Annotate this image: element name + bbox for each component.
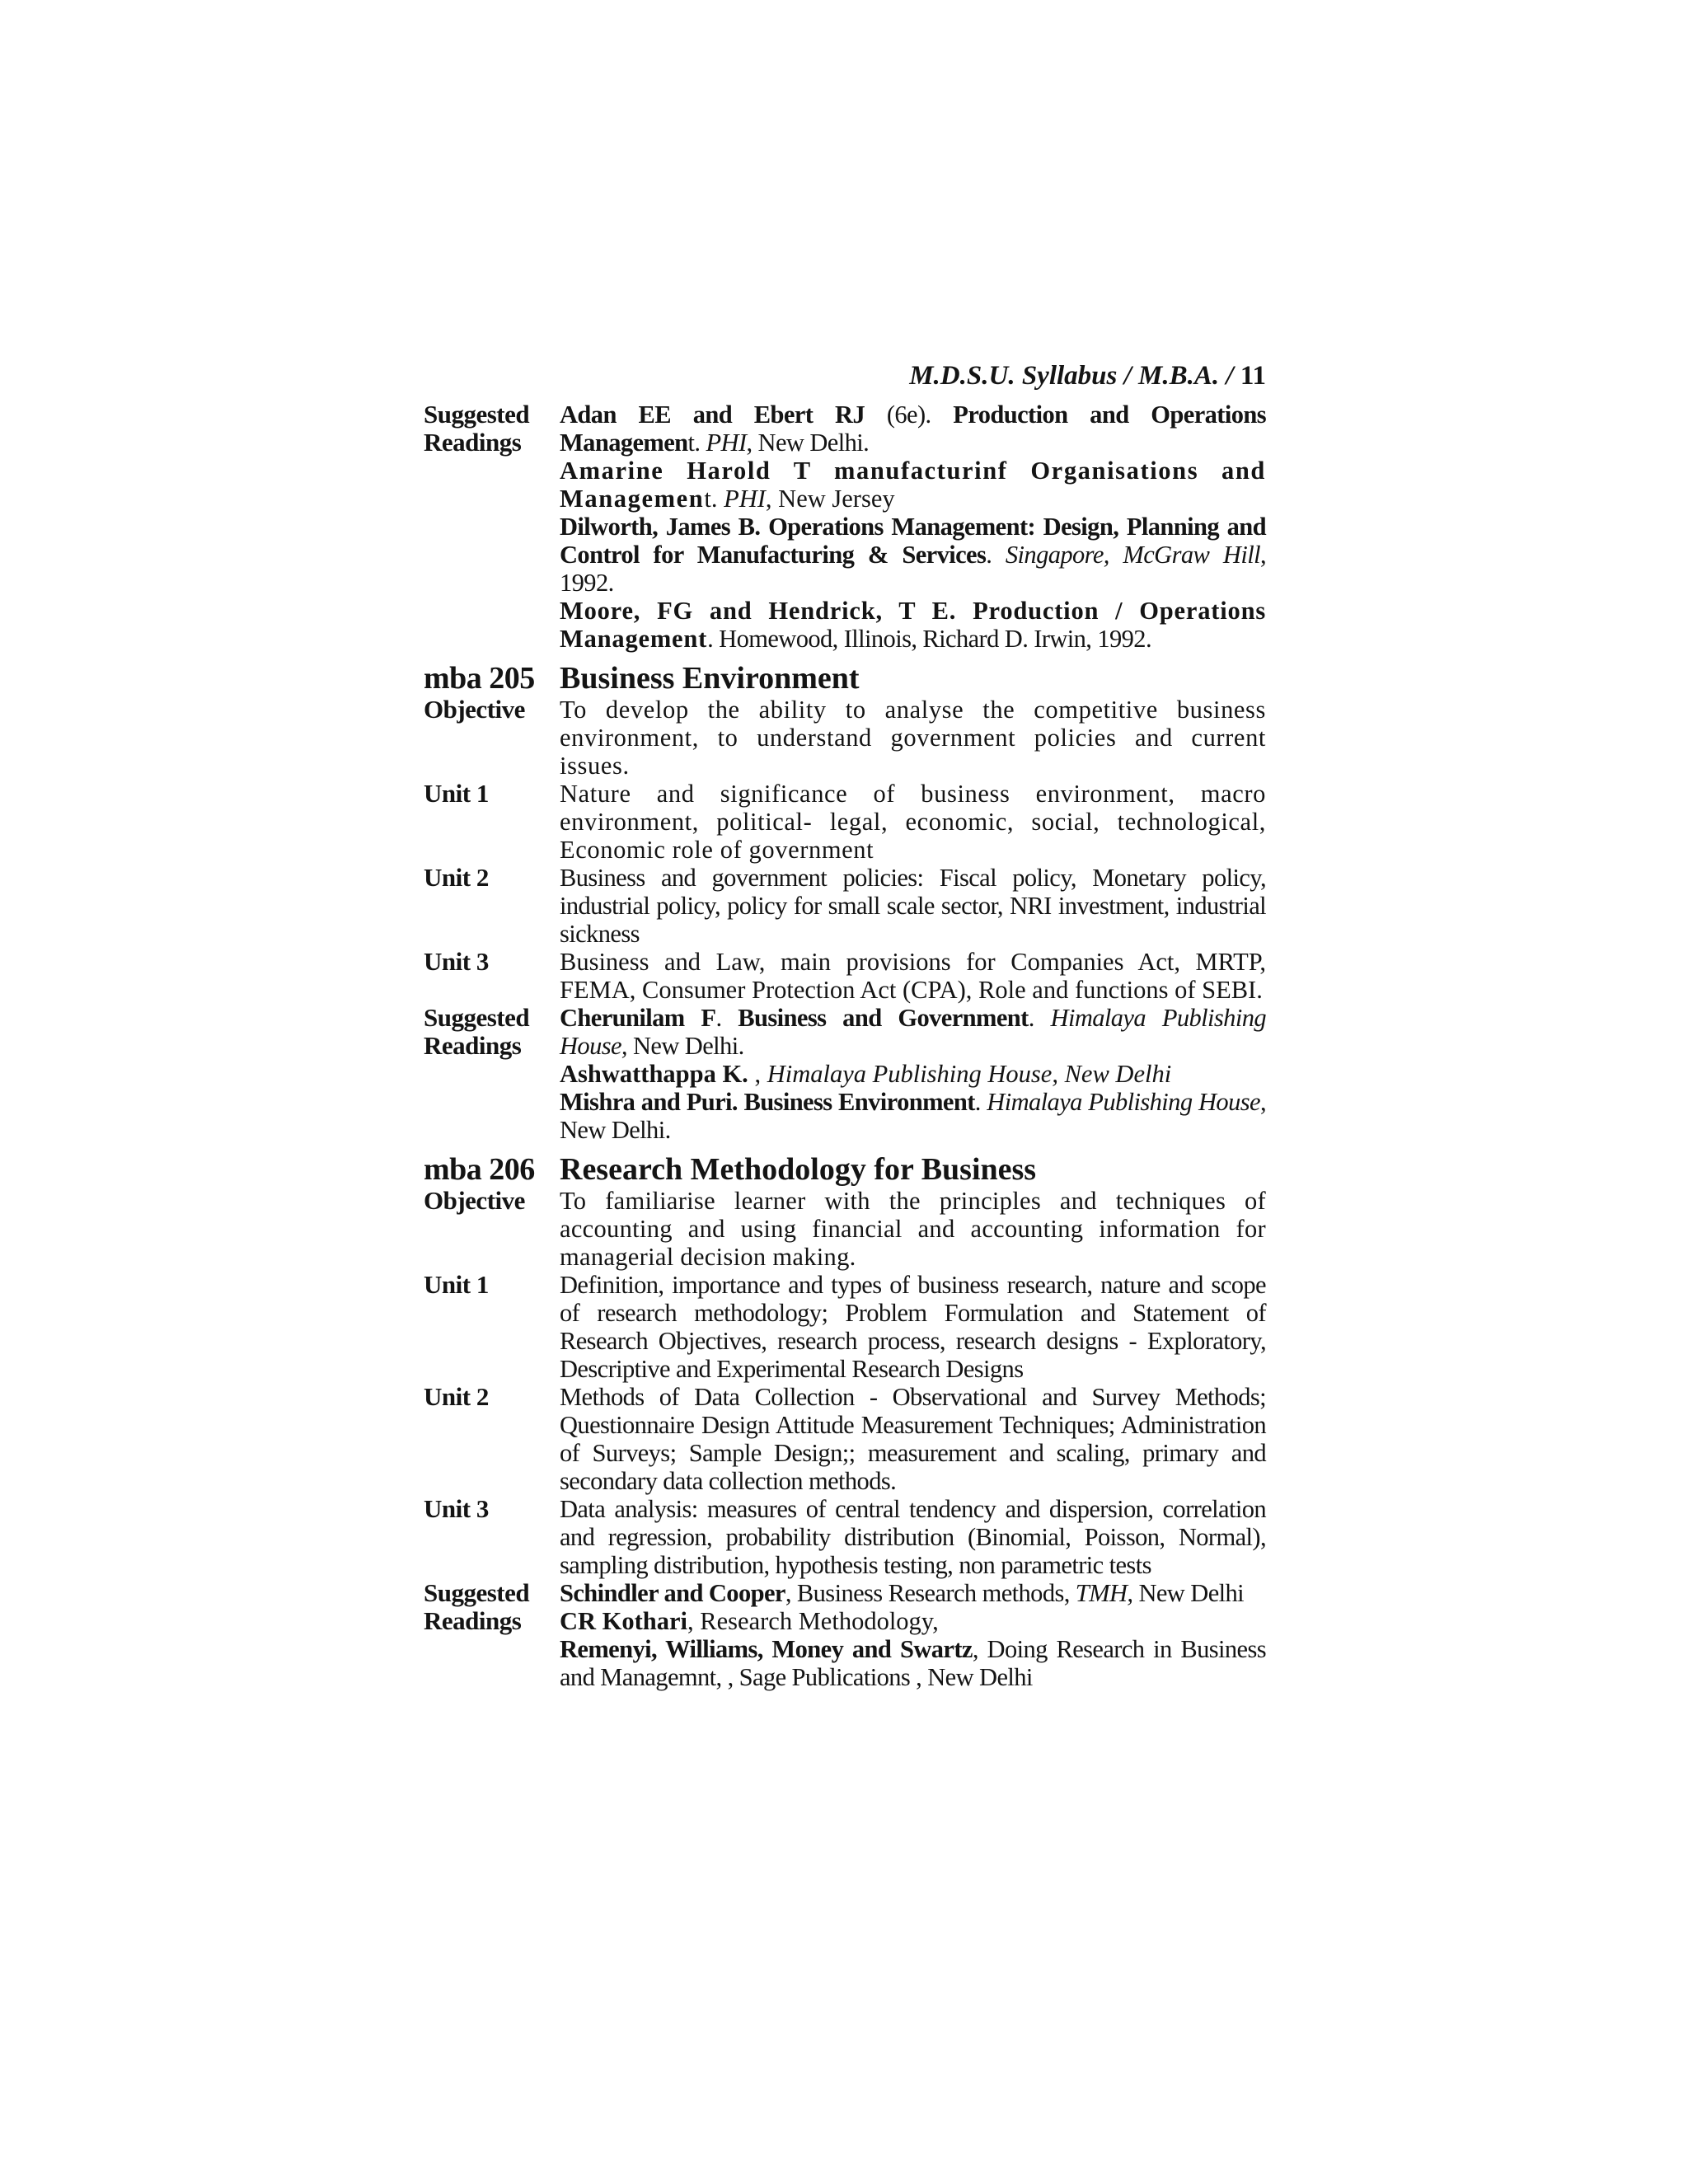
- reading-text: , New Delhi.: [560, 1088, 1266, 1144]
- unit-label: Unit 3: [424, 1494, 489, 1523]
- reading-entry: [560, 1635, 1266, 1691]
- unit-label: Unit 3: [424, 947, 489, 976]
- reading-publisher: Himalaya Publishing House, New Delhi: [767, 1060, 1172, 1088]
- reading-entry: [560, 457, 1266, 513]
- reading-text: . Homewood, Illinois, Richard D. Irwin, 1992.: [707, 625, 1151, 653]
- reading-text: , New Jersey: [765, 485, 895, 513]
- reading-title: Production and Operations Managemen: [560, 401, 1266, 457]
- suggested-word: Suggested: [424, 1578, 530, 1607]
- unit-label: Unit 2: [424, 863, 489, 892]
- readings-word: Readings: [424, 1031, 522, 1060]
- unit-text: Nature and significance of business environment, macro environment, political- legal, economic, social, technological, Economic role of government: [560, 780, 1266, 864]
- suggested-readings-label: [424, 1004, 560, 1060]
- reading-text: , 1992.: [560, 541, 1266, 597]
- reading-publisher: PHI: [724, 485, 766, 513]
- reading-publisher: Singapore, McGraw Hill: [1005, 541, 1260, 569]
- course-mba-205-heading: [424, 661, 1266, 696]
- suggested-readings-row: [424, 1579, 1266, 1691]
- unit-label: Unit 1: [424, 779, 489, 808]
- unit-text: Definition, importance and types of business research, nature and scope of research methodology; Problem Formulation and Statement of Research Objectives, research process, research designs - Exploratory, Descriptive and Experimental Research Designs: [560, 1271, 1266, 1383]
- unit-text: Business and Law, main provisions for Companies Act, MRTP, FEMA, Consumer Protection Act (CPA), Role and functions of SEBI.: [560, 948, 1266, 1004]
- reading-entry: [560, 1088, 1266, 1144]
- reading-text: .: [986, 541, 1006, 569]
- suggested-word: Suggested: [424, 1003, 530, 1032]
- objective-row: [424, 696, 1266, 780]
- reading-text: t.: [704, 485, 724, 513]
- unit-row: [424, 780, 1266, 864]
- reading-author: CR Kothari: [560, 1607, 688, 1635]
- unit-row: [424, 864, 1266, 948]
- reading-publisher: TMH,: [1075, 1579, 1133, 1607]
- syllabus-page: [424, 359, 1266, 1691]
- reading-text: , New Delhi.: [746, 429, 870, 457]
- suggested-readings-label: [424, 1579, 560, 1635]
- reading-text: .: [715, 1004, 738, 1032]
- unit-text: Data analysis: measures of central tendency and dispersion, correlation and regression, probability distribution (Binomial, Poisson, Normal), sampling distribution, hypothesis testing, non parametric tests: [560, 1495, 1266, 1579]
- reading-entry: [560, 513, 1266, 597]
- reading-title: Business and Government: [738, 1004, 1029, 1032]
- objective-text: To develop the ability to analyse the competitive business environment, to understand government policies and current issues.: [560, 696, 1266, 780]
- unit-text: Methods of Data Collection - Observational and Survey Methods; Questionnaire Design Attitude Measurement Techniques; Administration of Surveys; Sample Design;; measurement and scaling, primary and secondary data collection methods.: [560, 1383, 1266, 1495]
- reading-entry: [560, 1579, 1266, 1607]
- reading-entry: [560, 597, 1266, 653]
- objective-label: Objective: [424, 695, 525, 724]
- objective-label: Objective: [424, 1186, 525, 1215]
- unit-row: [424, 1495, 1266, 1579]
- reading-title: Moore, FG and Hendrick, T E. Production / Operations Management: [560, 597, 1266, 653]
- reading-text: , Doing Research in Business and Managemnt, , Sage Publications , New Delhi: [560, 1635, 1267, 1691]
- objective-text: To familiarise learner with the principles and techniques of accounting and using financial and accounting information for managerial decision making.: [560, 1187, 1266, 1271]
- reading-title: Mishra and Puri. Business Environment: [560, 1088, 975, 1116]
- course-mba-206-heading: [424, 1152, 1266, 1187]
- readings-list: [560, 1004, 1266, 1144]
- readings-word: Readings: [424, 1606, 522, 1635]
- reading-text: (6e).: [865, 401, 954, 429]
- unit-row: [424, 1271, 1266, 1383]
- reading-title: Dilworth, James B. Operations Management: Design, Planning and Control for Manufacturing & Services: [560, 513, 1266, 569]
- reading-text: .: [974, 1088, 987, 1116]
- unit-row: [424, 1383, 1266, 1495]
- reading-author: Schindler and Cooper: [560, 1579, 785, 1607]
- unit-label: Unit 1: [424, 1270, 489, 1299]
- reading-entry: [560, 1060, 1266, 1088]
- reading-publisher: PHI: [706, 429, 747, 457]
- readings-list: [560, 401, 1266, 653]
- suggested-readings-row: [424, 1004, 1266, 1144]
- reading-entry: [560, 1004, 1266, 1060]
- unit-row: [424, 948, 1266, 1004]
- course-code: mba 206: [424, 1152, 535, 1187]
- unit-text: Business and government policies: Fiscal policy, Monetary policy, industrial policy, policy for small scale sector, NRI investment, industrial sickness: [560, 864, 1266, 948]
- page-number: 11: [1240, 361, 1266, 391]
- reading-author: Adan EE and Ebert RJ: [560, 401, 865, 429]
- suggested-readings-label: [424, 401, 560, 457]
- readings-word: Readings: [424, 428, 522, 457]
- reading-author: Ashwatthappa K.: [560, 1060, 748, 1088]
- reading-publisher: Himalaya Publishing House: [987, 1088, 1260, 1116]
- reading-text: , Research Methodology,: [687, 1607, 939, 1635]
- prev-suggested-readings: [424, 401, 1266, 653]
- reading-text: t.: [687, 429, 706, 457]
- course-code: mba 205: [424, 661, 535, 696]
- reading-text: New Delhi: [1132, 1579, 1245, 1607]
- reading-text: New Delhi.: [626, 1032, 744, 1060]
- reading-entry: [560, 1607, 1266, 1635]
- suggested-word: Suggested: [424, 400, 530, 429]
- reading-text: ,: [748, 1060, 767, 1088]
- course-title: Research Methodology for Business: [560, 1152, 1037, 1187]
- reading-entry: [560, 401, 1266, 457]
- reading-text: .: [1028, 1004, 1051, 1032]
- course-title: Business Environment: [560, 661, 860, 696]
- reading-author: Cherunilam F: [560, 1004, 716, 1032]
- reading-text: , Business Research methods,: [785, 1579, 1076, 1607]
- unit-label: Unit 2: [424, 1382, 489, 1411]
- reading-publisher: Himalaya Publishing House,: [560, 1004, 1266, 1060]
- readings-list: [560, 1579, 1266, 1691]
- reading-author: Remenyi, Williams, Money and Swartz: [560, 1635, 973, 1663]
- objective-row: [424, 1187, 1266, 1271]
- running-header: [424, 359, 1266, 392]
- header-title: M.D.S.U. Syllabus / M.B.A. /: [909, 361, 1234, 391]
- reading-title: Amarine Harold T manufacturinf Organisations and Managemen: [560, 457, 1266, 513]
